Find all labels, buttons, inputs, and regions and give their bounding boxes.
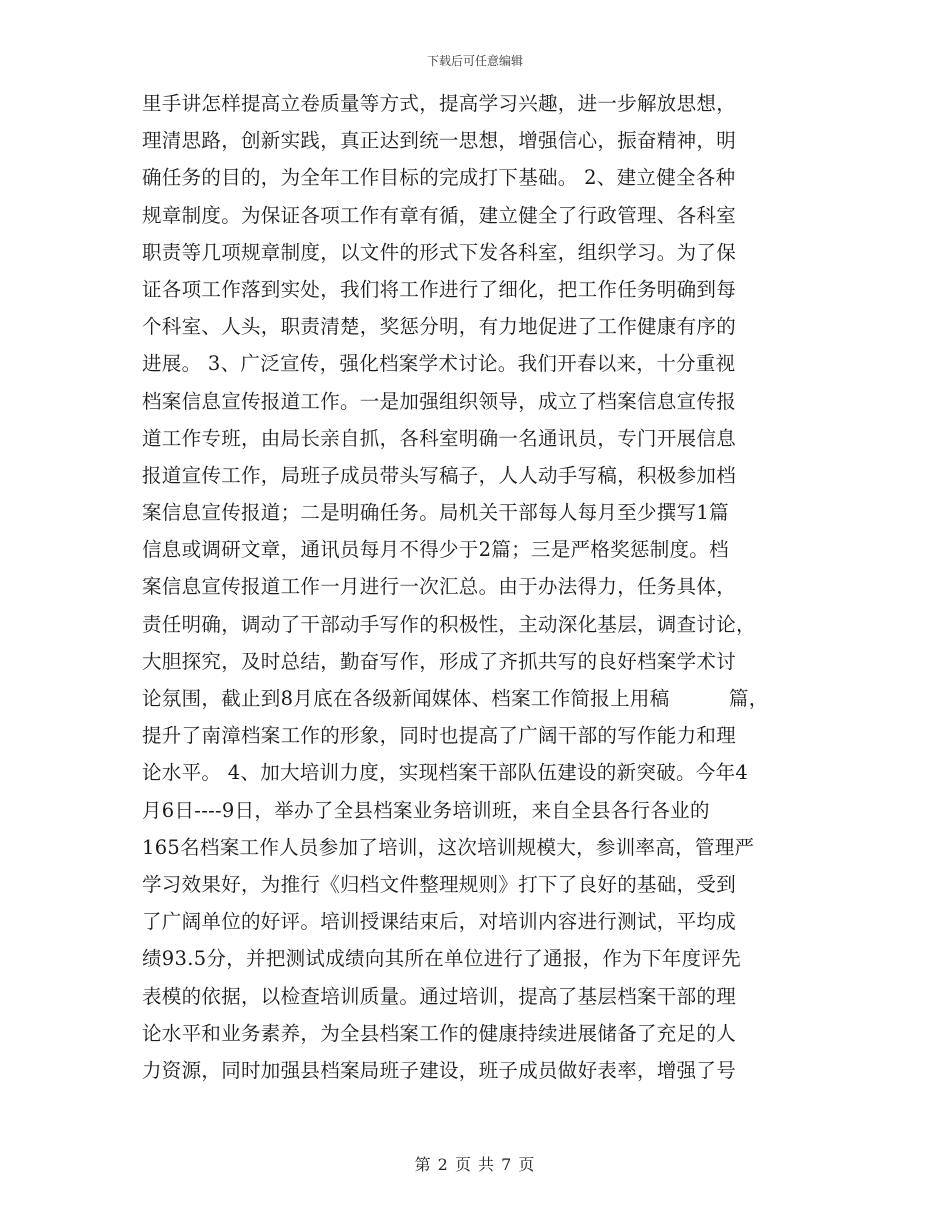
body-line: 提升了南漳档案工作的形象，同时也提高了广阔干部的写作能力和理: [142, 724, 737, 748]
body-line: 月6日----9日，举办了全县档案业务培训班，来自全县各行各业的: [142, 798, 710, 822]
body-line: 确任务的目的，为全年工作目标的完成打下基础。 2、建立健全各种: [142, 166, 736, 190]
page-number-footer: 第 2 页 共 7 页: [414, 1155, 536, 1174]
body-line: 165名档案工作人员参加了培训，这次培训规模大，参训率高，管理严: [142, 835, 755, 859]
body-line: 道工作专班，由局长亲自抓，各科室明确一名通讯员，专门开展信息: [142, 426, 737, 450]
body-line: 进展。 3、广泛宣传，强化档案学术讨论。我们开春以来，十分重视: [142, 352, 736, 376]
body-line: 理清思路，创新实践，真正达到统一思想，增强信心，振奋精神，明: [142, 129, 737, 153]
body-line: 档案信息宣传报道工作。一是加强组织领导，成立了档案信息宣传报: [142, 389, 737, 413]
body-line: 案信息宣传报道工作一月进行一次汇总。由于办法得力，任务具体，: [142, 575, 737, 599]
body-line: 责任明确，调动了干部动手写作的积极性，主动深化基层，调查讨论，: [142, 612, 756, 636]
body-line: 里手讲怎样提高立卷质量等方式，提高学习兴趣，进一步解放思想，: [142, 92, 737, 115]
body-line: 证各项工作落到实处，我们将工作进行了细化，把工作任务明确到每: [142, 277, 737, 301]
body-line: 绩93.5分，并把测试成绩向其所在单位进行了通报，作为下年度评先: [142, 947, 742, 971]
body-line: 学习效果好，为推行《归档文件整理规则》打下了良好的基础，受到: [142, 872, 737, 896]
document-body: [142, 85, 822, 1089]
body-line: 规章制度。为保证各项工作有章有循，建立健全了行政管理、各科室: [142, 203, 737, 227]
page-header: 下载后可任意编辑: [426, 54, 523, 68]
body-line: 大胆探究，及时总结，勤奋写作，形成了齐抓共写的良好档案学术讨: [142, 649, 737, 673]
body-line: 报道宣传工作，局班子成员带头写稿子，人人动手写稿，积极参加档: [142, 463, 737, 487]
body-line: 了广阔单位的好评。培训授课结束后，对培训内容进行测试，平均成: [142, 910, 737, 934]
body-line: 论氛围，截止到8月底在各级新闻媒体、档案工作简报上用稿 篇，: [142, 687, 769, 710]
body-line: 信息或调研文章，通讯员每月不得少于2篇；三是严格奖惩制度。档: [142, 538, 729, 562]
body-line: 案信息宣传报道；二是明确任务。局机关干部每人每月至少撰写1篇: [142, 501, 729, 525]
body-line: 论水平。 4、加大培训力度，实现档案干部队伍建设的新突破。今年4: [142, 761, 749, 785]
body-line: 表模的依据，以检查培训质量。通过培训，提高了基层档案干部的理: [142, 984, 737, 1008]
body-line: 力资源，同时加强县档案局班子建设，班子成员做好表率，增强了号: [142, 1058, 737, 1082]
body-line: 个科室、人头，职责清楚，奖惩分明，有力地促进了工作健康有序的: [142, 315, 737, 339]
body-line: 论水平和业务素养，为全县档案工作的健康持续进展储备了充足的人: [142, 1021, 737, 1045]
body-line: 职责等几项规章制度，以文件的形式下发各科室，组织学习。为了保: [142, 240, 737, 264]
